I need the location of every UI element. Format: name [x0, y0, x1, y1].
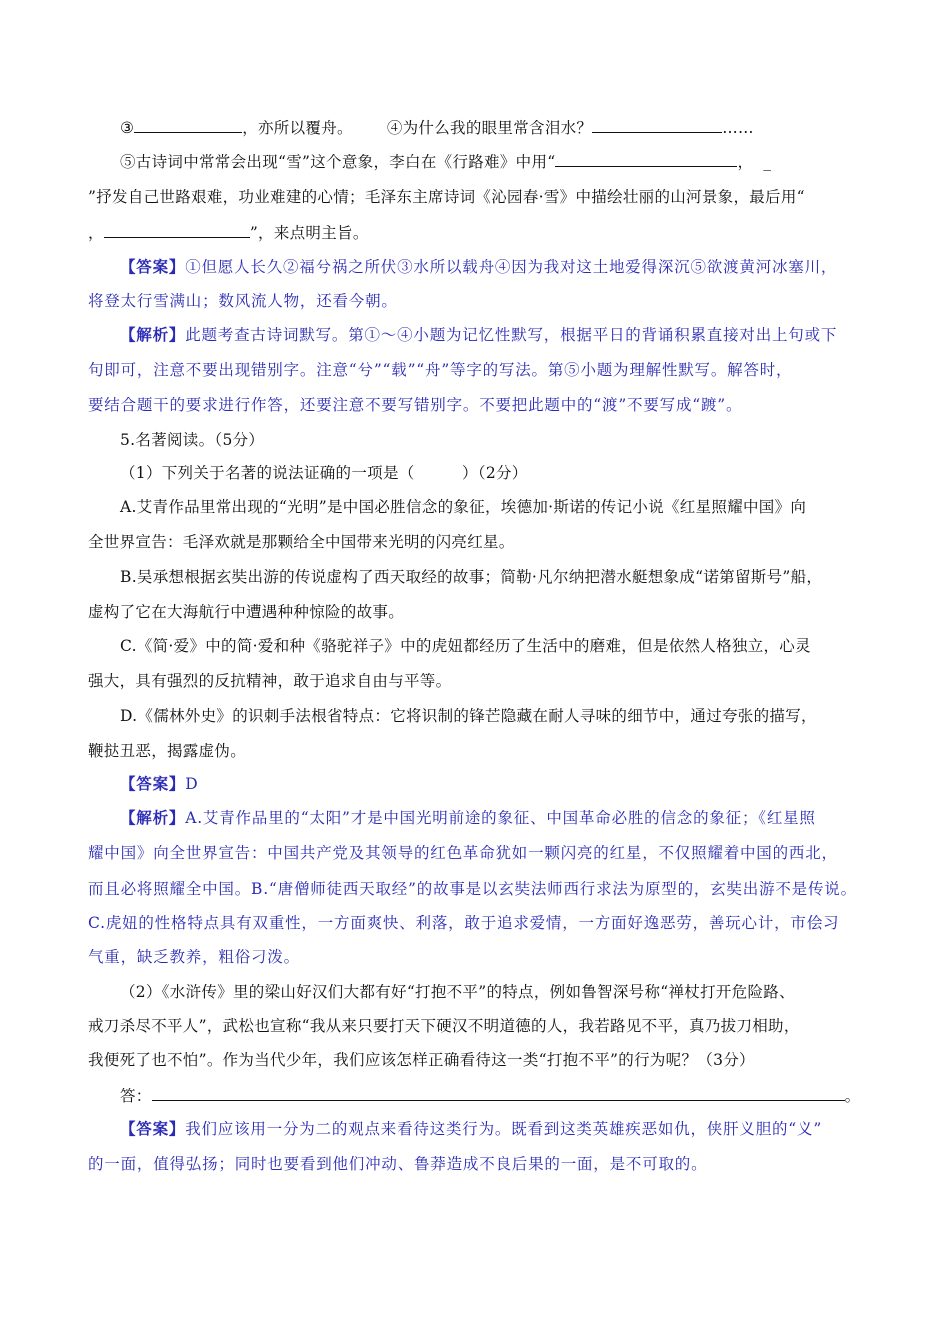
answer-text: 的一面，值得弘扬；同时也要看到他们冲动、鲁莽造成不良后果的一面，是不可取的。	[88, 1155, 708, 1173]
period: 。	[844, 1087, 861, 1105]
option-b-text: 虚构了它在大海航行中遭遇种种惊险的故事。	[88, 603, 405, 621]
item-5-end: ”，来点明主旨。	[249, 224, 369, 242]
answer-value: D	[185, 775, 199, 793]
comma: ，	[737, 153, 754, 171]
sub-question: （1）下列关于名著的说法证确的一项是（ ）（2分）	[120, 464, 528, 482]
explanation-q5-1-line-5	[88, 947, 862, 967]
question-5-sub-2-line-2	[88, 1016, 862, 1036]
option-d-line-1	[120, 706, 862, 726]
option-c-text: 强大，具有强烈的反抗精神，敢于追求自由与平等。	[88, 672, 452, 690]
question-5-sub-2-line-1	[120, 982, 862, 1002]
answer-text: ①但愿人长久②福兮祸之所伏③水所以载舟④因为我对这土地爱得深沉⑤欲渡黄河冰塞川，	[185, 258, 838, 276]
poem-fill-line-4	[88, 222, 862, 243]
explanation-q4-line-2	[88, 360, 862, 380]
explanation-text: A.艾青作品里的“太阳”才是中国光明前途的象征、中国革命必胜的信念的象征；《红星照	[185, 809, 816, 827]
option-d-line-2	[88, 741, 862, 761]
option-b-text: B.吴承想根据玄奘出游的传说虚构了西天取经的故事；简勒·凡尔纳把潜水艇想象成“诺第留斯号”船，	[120, 568, 823, 586]
answer-text: 将登太行雪满山；数风流人物，还看今朝。	[88, 292, 398, 310]
blank-3[interactable]	[134, 117, 242, 133]
explanation-q4-line-1	[120, 325, 862, 345]
explanation-text: 句即可，注意不要出现错别字。注意“兮”“载”“舟”等字的写法。第⑤小题为理解性默写。解答时，	[88, 361, 793, 379]
answer-q5-2-line-2	[88, 1154, 862, 1174]
option-a-text: A.艾青作品里常出现的“光明”是中国必胜信念的象征，埃德加·斯诺的传记小说《红星照耀中国》向	[120, 498, 807, 516]
item-3-marker: ③	[120, 119, 135, 137]
question-5-title	[120, 430, 862, 450]
sub-question: 戒刀杀尽不平人”，武松也宣称“我从来只要打天下硬汉不明道德的人，我若路见不平，真乃拔刀相助，	[88, 1017, 800, 1035]
explanation-q5-1-line-4	[88, 913, 862, 933]
option-c-line-1	[120, 636, 862, 656]
blank-4[interactable]	[592, 117, 722, 133]
answer-q5-1	[120, 774, 862, 794]
option-a-line-2	[88, 532, 862, 552]
blank-5a[interactable]	[555, 151, 737, 167]
explanation-q5-1-line-2	[88, 843, 862, 863]
answer-text: 我们应该用一分为二的观点来看待这类行为。既看到这类英雄疾恶如仇，侠肝义胆的“义”	[185, 1120, 823, 1138]
explanation-text: 耀中国》向全世界宣告：中国共产党及其领导的红色革命犹如一颗闪亮的红星，不仅照耀着中国的西北，	[88, 844, 838, 862]
explanation-q5-1-line-1	[120, 808, 862, 828]
answer-q5-2-line-1	[120, 1119, 862, 1139]
poem-fill-line-2	[120, 151, 862, 172]
sub-question: 我便死了也不怕”。作为当代少年，我们应该怎样正确看待这一类“打抱不平”的行为呢？（3分）	[88, 1051, 755, 1069]
question-5-sub-2-line-3	[88, 1050, 862, 1070]
explanation-text: C.虎妞的性格特点具有双重性，一方面爽快、利落，敢于追求爱情，一方面好逸恶劳，善玩心计，市侩习	[88, 914, 840, 932]
explanation-text: 气重，缺乏教养，粗俗刁泼。	[88, 948, 300, 966]
sub-question: （2）《水浒传》里的梁山好汉们大都有好“打抱不平”的特点，例如鲁智深号称“禅杖打开危险路、	[120, 983, 795, 1001]
explanation-label: 【解析】	[120, 808, 186, 827]
explanation-q4-line-3	[88, 395, 862, 415]
option-d-text: D.《儒林外史》的识刺手法根省特点：它将识制的锋芒隐藏在耐人寻味的细节中，通过夸张的描写，	[120, 707, 817, 725]
item-3-text: ，亦所以覆舟。	[242, 119, 353, 137]
option-b-line-2	[88, 602, 862, 622]
option-a-text: 全世界宣告：毛泽欢就是那颗给全中国带来光明的闪亮红星。	[88, 533, 515, 551]
item-4-text: ④为什么我的眼里常含泪水？	[386, 119, 593, 137]
option-b-line-1	[120, 567, 862, 587]
explanation-text: 而且必将照耀全中国。B.“唐僧师徒西天取经”的故事是以玄奘法师西行求法为原型的，玄奘出游不是传说。	[88, 880, 857, 898]
option-d-text: 鞭挞丑恶，揭露虚伪。	[88, 742, 247, 760]
question-5-sub-1	[120, 463, 862, 483]
option-c-line-2	[88, 671, 862, 691]
answer-blank[interactable]	[152, 1085, 845, 1101]
item-5-text: ⑤古诗词中常常会出现“雪”这个意象，李白在《行路难》中用“	[120, 153, 556, 171]
blank-5b[interactable]	[104, 222, 250, 238]
answer-q4-line-2	[88, 291, 862, 311]
answer-label: 【答案】	[120, 257, 186, 276]
comma: ，	[88, 224, 104, 242]
poem-fill-line-1	[120, 117, 862, 138]
answer-line	[120, 1085, 862, 1106]
answer-q4-line-1	[120, 257, 862, 277]
question-title: 5.名著阅读。（5分）	[120, 431, 265, 449]
explanation-q5-1-line-3	[88, 879, 862, 899]
answer-prompt: 答：	[120, 1087, 152, 1105]
option-a-line-1	[120, 497, 862, 517]
underscore-mark: _	[763, 153, 772, 171]
explanation-label: 【解析】	[120, 325, 186, 344]
ellipsis: ……	[722, 119, 754, 137]
poem-fill-line-3	[88, 187, 862, 207]
item-5-text-cont: ”抒发自己世路艰难，功业难建的心情；毛泽东主席诗词《沁园春·雪》中描绘壮丽的山河景象，最后用“	[88, 188, 805, 206]
answer-label: 【答案】	[120, 774, 186, 793]
answer-label: 【答案】	[120, 1119, 186, 1138]
explanation-text: 此题考查古诗词默写。第①～④小题为记忆性默写，根据平日的背诵积累直接对出上句或下	[185, 326, 838, 344]
explanation-text: 要结合题干的要求进行作答，还要注意不要写错别字。不要把此题中的“渡”不要写成“踱”。	[88, 396, 743, 414]
option-c-text: C.《简·爱》中的简·爱和种《骆驼祥子》中的虎妞都经历了生活中的磨难，但是依然人格独立，心灵	[120, 637, 811, 655]
